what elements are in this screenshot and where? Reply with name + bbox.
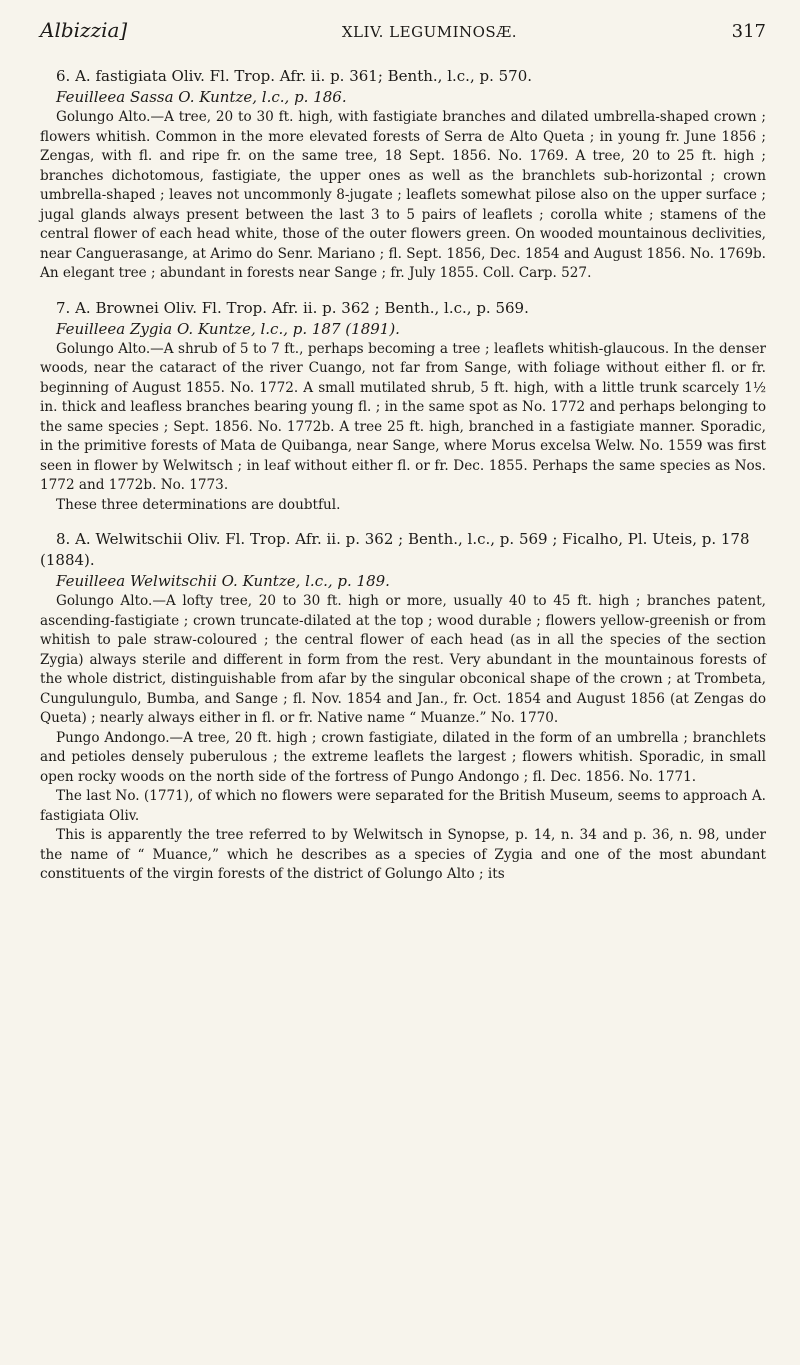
- paragraph: Pungo Andongo.—A tree, 20 ft. high ; crown fastigiate, dilated in the form of an umbrella ; branchlets and petioles densely puberulous ; the extreme leaflets the largest ; flowers whitish. Sporadic, in small open rocky woods on the north side of the fortress of Pungo Andongo ; fl. Dec. 1856. No. 1771.: [40, 729, 766, 785]
- species-synonym: Feuilleea Sassa O. Kuntze, l.c., p. 186.: [56, 88, 347, 106]
- paragraph: Golungo Alto.—A tree, 20 to 30 ft. high, with fastigiate branches and dilated umbrella-shaped crown ; flowers whitish. Common in the more elevated forests of Serra de Alto Queta ; in young fr. June 1856 ; Zengas, with fl. and ripe fr. on the same tree, 18 Sept. 1856. No. 1769. A tree, 20 to 25 ft. high ; branches dichotomous, fastigiate, the upper ones as well as the branchlets sub-horizontal ; crown umbrella-shaped ; leaves not uncommonly 8-jugate ; leaflets somewhat pilose also on the upper surface ; jugal glands always present between the last 3 to 5 pairs of leaflets ; corolla white ; stamens of the central flower of each head white, those of the outer flowers green. On wooded mountainous declivities, near Canguerasange, at Arimo do Senr. Mariano ; fl. Sept. 1856, Dec. 1854 and August 1856. No. 1769b. An elegant tree ; abundant in forests near Sange ; fr. July 1855. Coll. Carp. 527.: [40, 109, 766, 281]
- species-entry-6: [40, 66, 766, 284]
- species-title: 8. A. Welwitschii Oliv. Fl. Trop. Afr. ii. p. 362 ; Benth., l.c., p. 569 ; Ficalho, Pl. Uteis, p. 178 (1884).: [40, 530, 750, 569]
- species-synonym: Feuilleea Zygia O. Kuntze, l.c., p. 187 (1891).: [56, 319, 400, 338]
- running-header: [40, 18, 766, 54]
- species-entry-7: [40, 298, 766, 516]
- paragraph: Golungo Alto.—A shrub of 5 to 7 ft., perhaps becoming a tree ; leaflets whitish-glaucous. In the denser woods, near the cataract of the river Cuango, not far from Sange, with foliage without either fl. or fr. beginning of August 1855. No. 1772. A small mutilated shrub, 5 ft. high, with a little trunk scarcely 1½ in. thick and leafless branches bearing young fl. ; in the same spot as No. 1772 and perhaps belonging to the same species ; Sept. 1856. No. 1772b. A tree 25 ft. high, branched in a fastigiate manner. Sporadic, in the primitive forests of Mata de Quibanga, near Sange, where Morus excelsa Welw. No. 1559 was first seen in flower by Welwitsch ; in leaf without either fl. or fr. Dec. 1855. Perhaps the same species as Nos. 1772 and 1772b. No. 1773.: [40, 340, 766, 493]
- species-title: 7. A. Brownei Oliv. Fl. Trop. Afr. ii. p. 362 ; Benth., l.c., p. 569.: [56, 298, 529, 317]
- page-number: 317: [731, 21, 766, 42]
- header-chapter: XLIV. LEGUMINOSÆ.: [341, 23, 517, 41]
- species-synonym: Feuilleea Welwitschii O. Kuntze, l.c., p. 189.: [56, 572, 390, 590]
- paragraph: This is apparently the tree referred to by Welwitsch in Synopse, p. 14, n. 34 and p. 36, n. 98, under the name of “ Muance,” which he describes as a species of Zygia and one of the most abundant constituents of the virgin forests of the district of Golungo Alto ; its: [40, 827, 766, 882]
- header-genus: Albizzia]: [40, 18, 128, 42]
- paragraph: Golungo Alto.—A lofty tree, 20 to 30 ft. high or more, usually 40 to 45 ft. high ; branches patent, ascending-fastigiate ; crown truncate-dilated at the top ; wood durable ; flowers yellow-greenish or from whitish to pale straw-coloured ; the central flower of each head (as in all the species of the section Zygia) always sterile and different in form from the rest. Very abundant in the mountainous forests of the whole district, distinguishable from afar by the singular obconical shape of the crown ; at Trombeta, Cungulungulo, Bumba, and Sange ; fl. Nov. 1854 and Jan., fr. Oct. 1854 and August 1856 (at Zengas do Queta) ; nearly always either in fl. or fr. Native name “ Muanze.” No. 1770.: [40, 593, 766, 726]
- species-title: 6. A. fastigiata Oliv. Fl. Trop. Afr. ii. p. 361; Benth., l.c., p. 570.: [56, 67, 533, 85]
- paragraph: The last No. (1771), of which no flowers were separated for the British Museum, seems to approach A. fastigiata Oliv.: [40, 788, 766, 824]
- paragraph: These three determinations are doubtful.: [56, 496, 341, 513]
- species-entry-8: [40, 529, 766, 885]
